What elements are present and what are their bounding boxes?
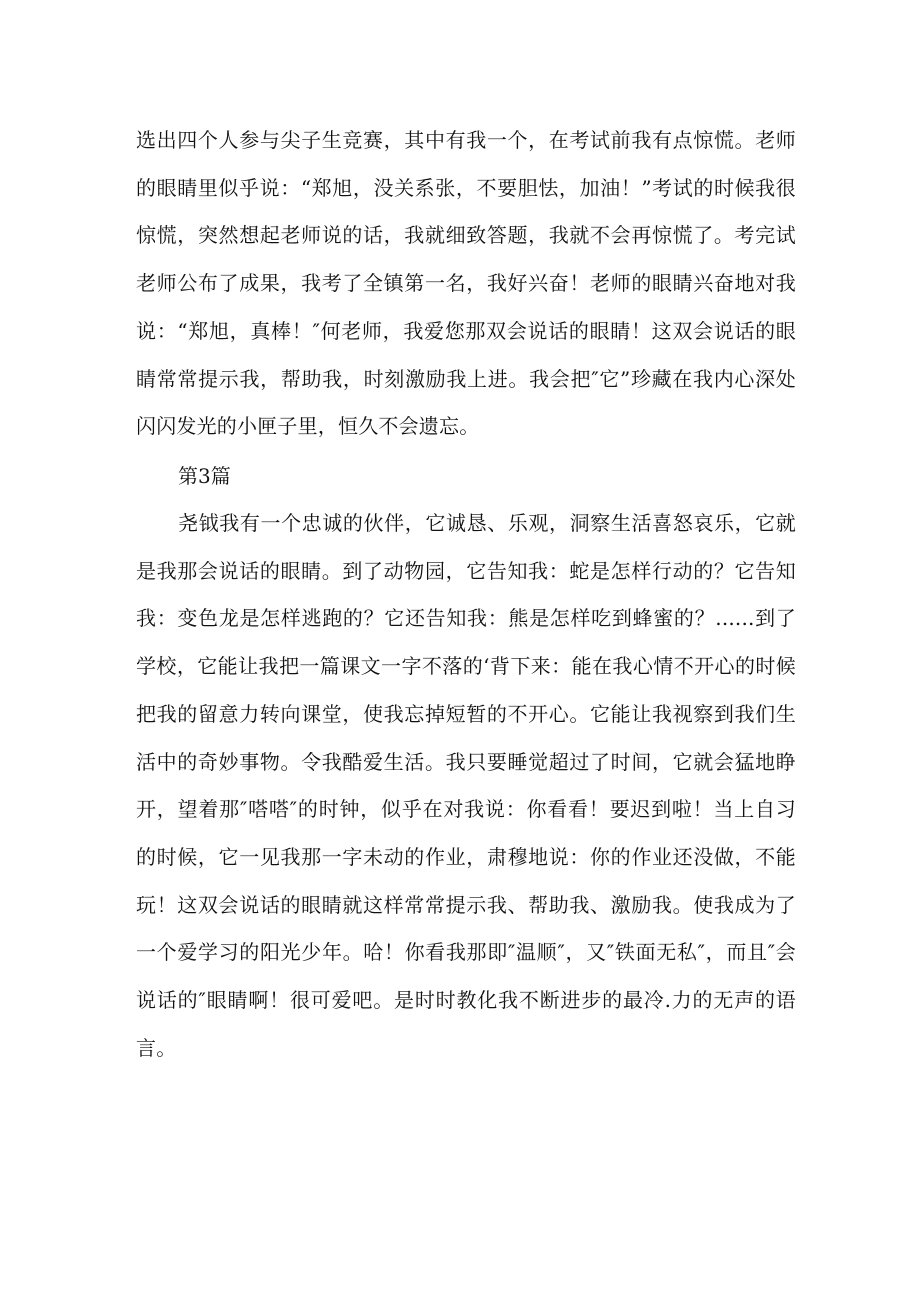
section-heading: 第3篇: [178, 464, 231, 488]
body-paragraph-1: 选出四个人参与尖子生竞赛，其中有我一个，在考试前我有点惊慌。老师的眼睛里似乎说：“郑旭，没关系张，不要胆怯，加油！”考试的时候我很惊慌，突然想起老师说的话，我就细致答题，我就不会再惊慌了。考完试老师公布了成果，我考了全镇第一名，我好兴奋！老师的眼睛兴奋地对我说：“郑旭，真棒！″何老师，我爱您那双会说话的眼睛！这双会说话的眼睛常常提示我，帮助我，时刻激励我上进。我会把″它”珍藏在我内心深处闪闪发光的小匣子里，恒久不会遗忘。: [136, 128, 796, 439]
body-paragraph-2: 尧钺我有一个忠诚的伙伴，它诚恳、乐观，洞察生活喜怒哀乐，它就是我那会说话的眼睛。到了动物园，它告知我：蛇是怎样行动的？它告知我：变色龙是怎样逃跑的？它还告知我：熊是怎样吃到蜂蜜的？......到了学校，它能让我把一篇课文一字不落的‘背下来：能在我心情不开心的时候把我的留意力转向课堂，使我忘掉短暂的不开心。它能让我视察到我们生活中的奇妙事物。令我酷爱生活。我只要睡觉超过了时间，它就会猛地睁开，望着那″嗒嗒″的时钟，似乎在对我说：你看看！要迟到啦！当上自习的时候，它一见我那一字未动的作业，肃穆地说：你的作业还没做，不能玩！这双会说话的眼睛就这样常常提示我、帮助我、激励我。使我成为了一个爱学习的阳光少年。哈！你看我那即″温顺″，又″铁面无私″，而且″会说话的″眼睛啊！很可爱吧。是时时教化我不断进步的最冷.力的无声的语言。: [136, 511, 796, 1060]
